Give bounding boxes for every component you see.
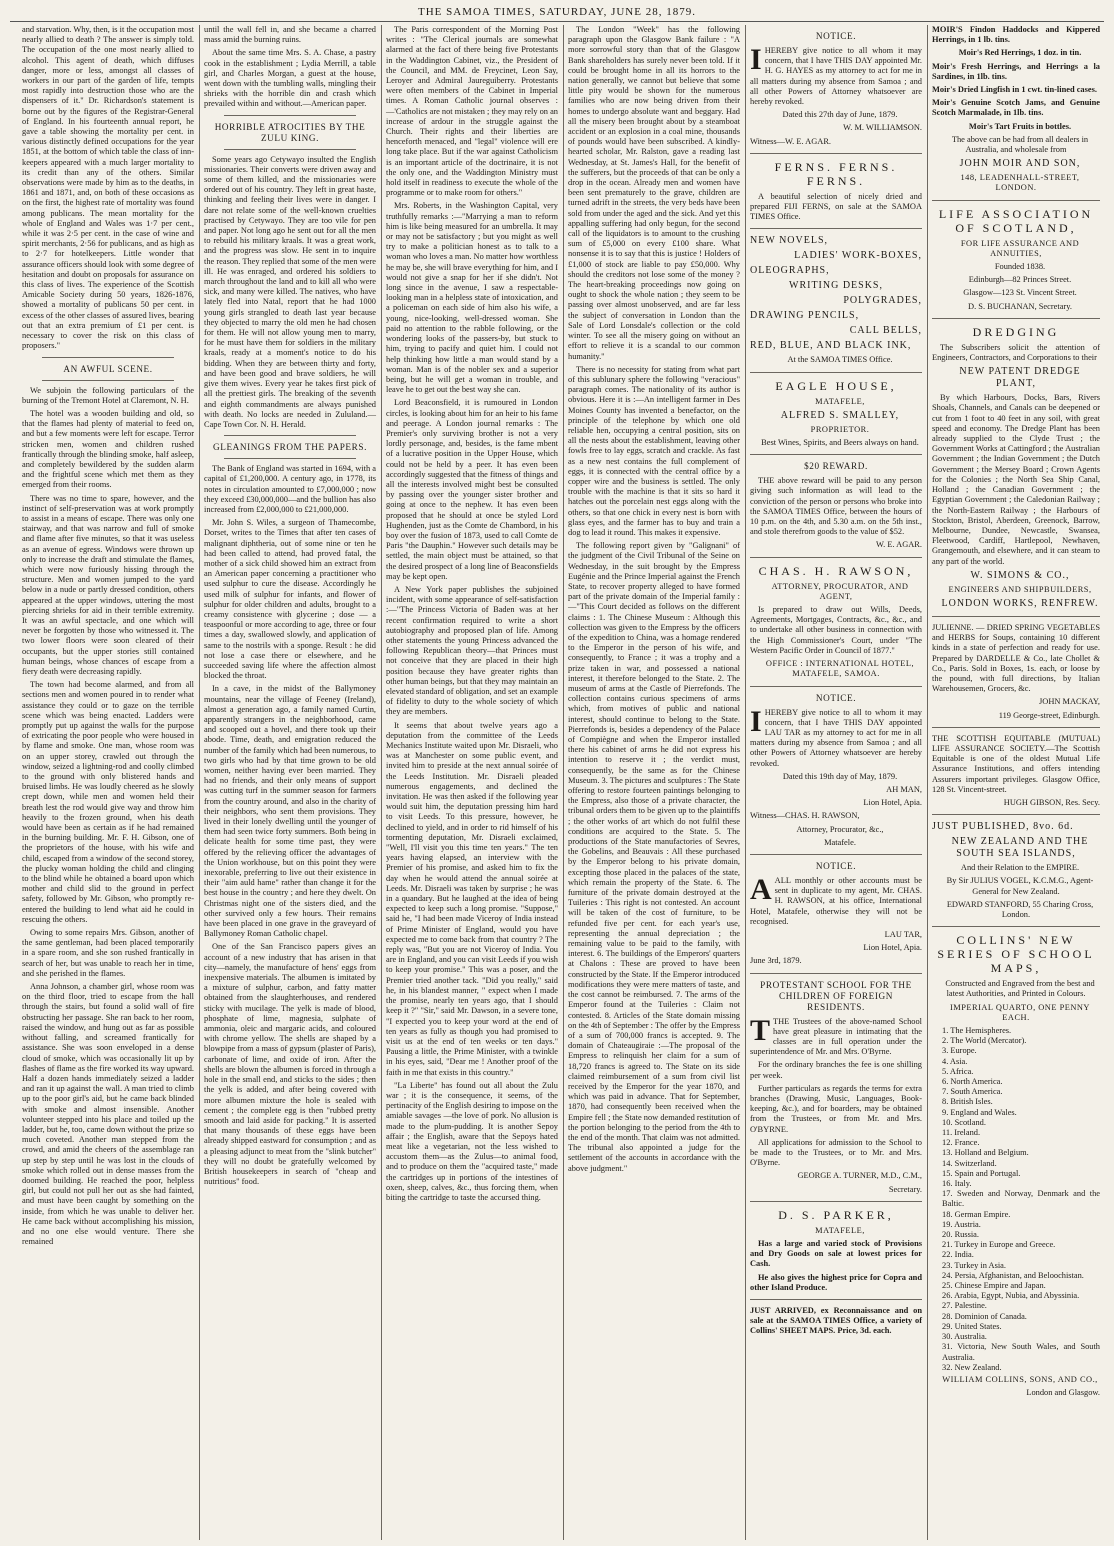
- column-rule: [927, 25, 928, 1540]
- article-paragraph: The town had become alarmed, and from all sections men and women poured in to render what assistance they could or to gaze on the terrible scene which was being enacted. Ladders were promptly put up against the walls for the purpose of extricating the poor people who were housed in by flame and smoke. One man, whose room was on an upper storey, crawled out through the window, seized a lightning-rod and coolly climbed to the ground with only blistered hands and bruised limbs. He was loudly cheered as he slowly crept down, while men and women held their breath lest the rod would give way and throw him heavily to the frozen ground, when his death would have been as certain as if he had remained in the burning building. Mr. F. H. Gibson, one of the proprietors of the house, with his wife and child, escaped from a window of the second storey, the plucky woman holding the child and clinging to the blind while he obtained a board upon which mother and child slid to the ground in perfect safety, followed by Mr. Gibson, who promptly re-entered the building to lend what aid he could in rescuing the others.: [22, 680, 194, 924]
- moir-footer: JOHN MOIR AND SON,: [959, 158, 1081, 170]
- separator: [750, 854, 922, 855]
- list-item: 25. Chinese Empire and Japan.: [942, 1281, 1046, 1291]
- separator: [42, 380, 174, 381]
- list-item: 24. Persia, Afghanistan, and Beloochistan.: [942, 1270, 1084, 1280]
- school-signature: Secretary.: [888, 1184, 922, 1194]
- dredge-plant: NEW PATENT DREDGE PLANT,: [959, 366, 1081, 390]
- article-paragraph: We subjoin the following particulars of the burning of the Tremont Hotel at Claremont, N. H.: [22, 385, 194, 405]
- separator: [224, 149, 356, 150]
- article-paragraph: until the wall fell in, and she became a charred mass amid the burning ruins.: [204, 25, 376, 45]
- drop-cap: T: [750, 1013, 771, 1047]
- moir-item: Moir's Tart Fruits in bottles.: [968, 121, 1072, 131]
- list-item: 29. United States.: [942, 1321, 1002, 1331]
- school-heading: PROTESTANT SCHOOL FOR THE CHILDREN OF FOREIGN RESIDENTS.: [760, 979, 912, 1012]
- notice-signature: AH MAN,: [886, 784, 922, 794]
- article-paragraph: "La Liberte" has found out all about the Zulu war ; it is the consequence, it seems, of the pertinacity of the English desiring to impose on the amiable savages —the love of pork. No allusion is made to the plum-pudding. It is another Sepoy affair ; the English, aware that the Sepoys hated meat like a vegetarian, not the less wished to accustom them—as the Zulus—to animal food, and to produce on them the "acquired taste," made the cartridges up in portions of the intestines of oxen, sheep, calves, &c., thus forcing them, when biting the cartridge to taste the accursed thing.: [386, 1080, 558, 1202]
- notice-date: Dated this 27th day of June, 1879.: [782, 110, 898, 120]
- list-item: 31. Victoria, New South Wales, and South Australia.: [942, 1342, 1100, 1362]
- moir-item: Moir's Fresh Herrings, and Herrings a la Sardines, in 1lb. tins.: [932, 61, 1100, 81]
- separator: [750, 1201, 922, 1202]
- drop-cap: A: [750, 872, 772, 906]
- rawson-body: Is prepared to draw out Wills, Deeds, Agreements, Mortgages, Contracts, &c., &c., and to undertake all other business in connection with the High Commissioner's Court, under "The Western Pacific Order in Council of 1877.": [750, 605, 922, 655]
- parker-body: He also gives the highest price for Copra and other Island Produce.: [750, 1272, 922, 1292]
- masthead: THE SAMOA TIMES, SATURDAY, JUNE 28, 1879.: [418, 6, 696, 18]
- life-sub: FOR LIFE ASSURANCE AND ANNUITIES,: [960, 238, 1080, 258]
- moir-item: Moir's Dried Lingfish in 1 cwt. tin-lined cases.: [932, 85, 1097, 95]
- collins-price: IMPERIAL QUARTO, ONE PENNY EACH.: [950, 1002, 1090, 1022]
- column-rule: [745, 25, 746, 1540]
- separator: [750, 686, 922, 687]
- notice-date: June 3rd, 1879.: [750, 956, 802, 966]
- reward-body: THE above reward will be paid to any person giving such information as will lead to the conviction of the person or persons who broke into the SAMOA TIMES Office, between the hours of 10 p.m. on the 4th, and 5.30 a.m. on the 5th inst., and stole therefrom goods to the value of $52.: [750, 476, 922, 537]
- reward-signature: W. E. AGAR.: [876, 540, 922, 550]
- life-heading: LIFE ASSOCIATION OF SCOTLAND,: [938, 206, 1094, 235]
- stationery-item: CALL BELLS,: [849, 325, 922, 337]
- column-rule: [381, 25, 382, 1540]
- stationery-item: NEW NOVELS,: [750, 235, 829, 247]
- school-body: TTHE Trustees of the above-named School have great pleasure in intimating that the classes are in full operation under the superintendence of Mr. and Mrs. O'Byrne.: [750, 1013, 922, 1057]
- dredge-body: By which Harbours, Docks, Bars, Rivers Shoals, Channels, and Canals can be deepened or cut from 1 foot to 40 feet in any soil, with great speed and economy. The Dredge Plant has been already supplied to the Clyde Trust ; the Government Works at Cattingford ; the Australian Government ; the Indian Government ; the Dutch Government ; the Mersey Board ; Crown Agents for the Colonies ; the North Sea Ship Canal, Holland ; the Canadian Government ; the Egyptian Government ; the Caledonian Railway ; the North-Eastern Railway ; the Harbours of Stockton, Bristol, Aberdeen, Greenock, Barrow, Melbourne, Dundee, Newcastle, Swansea, Fleetwood, Cardiff, Hartlepool, Newhaven, Grangemouth, and elsewhere, and it can steam to any part of the world.: [932, 393, 1100, 566]
- separator: [750, 557, 922, 558]
- just-published-line: By Sir JULIUS VOGEL, K.C.M.G., Agent-General for New Zealand.: [946, 876, 1094, 896]
- separator: [932, 616, 1100, 617]
- stationery-item: POLYGRADES,: [843, 295, 922, 307]
- list-item: 8. British Isles.: [942, 1097, 993, 1107]
- moir-footer: 148, LEADENHALL-STREET, LONDON.: [960, 173, 1080, 193]
- article-headline: AN AWFUL SCENE.: [63, 363, 153, 374]
- collins-sub: Constructed and Engraved from the best and latest Authorities, and Printed in Colours.: [945, 979, 1095, 999]
- column-4: [566, 25, 742, 1540]
- article-paragraph: About the same time Mrs. S. A. Chase, a pastry cook in the establishment ; Lydia Merrill, a table girl, and Charles Morgan, a guest at the house, went down with the tumbling walls, mingling their shrieks with the horrible din and crash which prevailed within and without.—American paper.: [204, 48, 376, 109]
- eagle-body: Best Wines, Spirits, and Beers always on hand.: [761, 438, 919, 448]
- list-item: 27. Palestine.: [942, 1301, 987, 1311]
- simons-place: LONDON WORKS, RENFREW.: [941, 597, 1099, 609]
- school-body: All applications for admission to the School to be made to the Trustees, or to Mr. and Mrs. O'Byrne.: [750, 1137, 922, 1168]
- notice-date: Dated this 19th day of May, 1879.: [782, 771, 898, 781]
- list-item: 16. Italy.: [942, 1179, 972, 1189]
- list-item: 20. Russia.: [942, 1230, 979, 1240]
- list-item: 4. Asia.: [942, 1056, 968, 1066]
- life-address: Edinburgh—82 Princes Street.: [968, 275, 1072, 285]
- list-item: 18. German Empire.: [942, 1209, 1011, 1219]
- separator: [932, 200, 1100, 201]
- notice-witness: Matafele.: [824, 837, 856, 847]
- eagle-place: MATAFELE,: [815, 396, 865, 406]
- separator: [750, 1299, 922, 1300]
- stationery-footer: At the SAMOA TIMES Office.: [787, 355, 893, 365]
- top-rule: [10, 21, 1104, 22]
- reward-heading: $20 REWARD.: [804, 461, 868, 472]
- ferns-heading: FERNS. FERNS. FERNS.: [774, 159, 898, 188]
- list-item: 3. Europe.: [942, 1046, 977, 1056]
- article-paragraph: Lord Beaconsfield, it is rumoured in London circles, is looking about him for an heir to his fame and peerage. A London journal remarks : The Premier's only surviving brother is not a very lordly personage, and, besides, is the fame mbent of a lucrative position in the Upper House, which could not be held by a peer. It has even been accordingly suggested that the fitness of things and all the interests involved might best be consulted by passing over the younger sister brother and going at once to the nephew. It has even been proposed that he should at once be styled Lord Hughenden, just as the Comte de Chambord, in his boy over the fusion of 1873, used to call Comte de Paris "the Dauphin." However such details may be settled, the main object must be attained, so that the desired prospect of a long line of Beaconsfields may be kept open.: [386, 398, 558, 581]
- just-published-heading: JUST PUBLISHED, 8vo. 6d.: [932, 821, 1074, 833]
- separator: [750, 454, 922, 455]
- julienne-signature: JOHN MACKAY,: [1039, 697, 1100, 707]
- stationery-item: WRITING DESKS,: [789, 280, 883, 292]
- stationery-item: OLEOGRAPHS,: [750, 265, 830, 277]
- stationery-list: [750, 235, 922, 365]
- separator: [932, 926, 1100, 927]
- list-item: 17. Sweden and Norway, Denmark and the Baltic.: [942, 1189, 1100, 1209]
- notice-heading: NOTICE.: [815, 31, 857, 41]
- life-signature: D. S. BUCHANAN, Secretary.: [968, 301, 1072, 311]
- moir-item: Moir's Red Herrings, 1 doz. in tin.: [958, 48, 1082, 58]
- notice-signature: LAU TAR,: [884, 929, 922, 939]
- separator: [932, 814, 1100, 815]
- article-paragraph: and starvation. Why, then, is it the occupation most nearly allied to death ? The answer is simply told. The occupation of the one most nearly allied to alcohol. This agent of death, which diffuses danger, more or less, amongst all classes of workers in our part of the garden of life, tempts most rapidly into destruction those who are the dispensers of it." Dr. Richardson's statement is borne out by the figures of the Registrar-General of England. In his fourteenth annual report, he gave a table showing the mortality per cent. in various distinctly defined occupations for the year 1851, at the bottom of which table the class of inn-keepers appeared with a much larger mortality to its credit than any of the others. Similar observations were made by him as to the deaths, in 1861 and 1871, and, on both of these occasions as on the first, the highest rate of mortality was found among publicans. The mean mortality for the whole of England and Wales was 1·7 per cent., while it was 2·5 per cent. in the case of wine and spirit merchants, 2·56 for publicans, and as high as to 2·7 for hotelkeepers. Little wonder that assurance officers should look with some degree of hesitation and doubt on proposals for assurance on this class of lives. The experience of the Scottish Amicable Society during 50 years, 1826-1876, showed a mortality of publicans 50 per cent. in excess of the other classes of assured lives, bearing out that an extra premium of £1 per cent. is necessary to cover the risk on this class of proposers.": [22, 25, 194, 351]
- separator: [750, 973, 922, 974]
- rawson-role: ATTORNEY, PROCURATOR, AND AGENT,: [771, 581, 909, 601]
- school-body: For the ordinary branches the fee is one shilling per week.: [750, 1060, 922, 1080]
- eagle-name: ALFRED S. SMALLEY,: [780, 409, 900, 421]
- stationery-item: RED, BLUE, AND BLACK INK,: [750, 340, 912, 352]
- list-item: 12. France.: [942, 1138, 980, 1148]
- separator: [224, 115, 356, 116]
- drop-cap: I: [750, 704, 762, 738]
- list-item: 1. The Hemispheres.: [942, 1026, 1012, 1035]
- ferns-body: A beautiful selection of nicely dried and prepared FIJI FERNS, on sale at the SAMOA TIMES Office.: [750, 191, 922, 222]
- notice-heading: NOTICE.: [815, 692, 857, 703]
- list-item: 28. Dominion of Canada.: [942, 1311, 1027, 1321]
- life-address: Glasgow—123 St. Vincent Street.: [963, 288, 1077, 298]
- life-founded: Founded 1838.: [994, 262, 1046, 272]
- dredge-heading: DREDGING: [972, 324, 1060, 339]
- collins-footer: WILLIAM COLLINS, SONS, AND CO.,: [942, 1374, 1098, 1384]
- rawson-heading: CHAS. H. RAWSON,: [758, 563, 914, 578]
- julienne-signature: 119 George-street, Edinburgh.: [998, 710, 1100, 720]
- list-item: 22. India.: [942, 1250, 974, 1260]
- list-item: 5. Africa.: [942, 1066, 974, 1076]
- simons-role: ENGINEERS AND SHIPBUILDERS,: [948, 584, 1092, 594]
- article-paragraph: Mr. John S. Wiles, a surgeon of Thamecombe, Dorset, writes to the Times that after ten cases of malignant diphtheria, out of some nine or ten he had been called to attend, had proved fatal, the mother of a sick child showed him an extract from an American paper concerning a practitioner who used sulphur to cure the disease. Accordingly he used milk of sulphur for infants, and flower of sulphur for older children and adults, brought to a creamy consistence with glycerine ; dose — a teaspoonful or more according to age, three or four times a day, swallowed slowly, and application of same to the nostrils with a sponge. Result : he did not lose a case there or elsewhere, and he succeeded saving life where the affection almost blocked the throat.: [204, 518, 376, 681]
- eagle-role: PROPRIETOR.: [810, 424, 870, 434]
- list-item: 32. New Zealand.: [942, 1362, 1002, 1372]
- list-item: 15. Spain and Portugal.: [942, 1168, 1021, 1178]
- notice-signature: Lion Hotel, Apia.: [863, 943, 922, 953]
- column-rule: [199, 25, 200, 1540]
- article-paragraph: The Bank of England was started in 1694, with a capital of £1,200,000. A century ago, in 1778, its notes in circulation amounted to £7,000,000 ; now they exceed £30,000,000—and the bullion has also increased from £2,000,000 to £21,000,000.: [204, 464, 376, 514]
- moir-advert: [932, 25, 1100, 194]
- notice-body: IHEREBY give notice to all to whom it may concern, that I have THIS DAY appointed LAU TAR as my attorney to act for me in all matters during my absence from Samoa ; and all other Powers of Attorney whatsoever are hereby revoked.: [750, 704, 922, 768]
- separator: [224, 435, 356, 436]
- dredge-body: The Subscribers solicit the attention of Engineers, Contractors, and Corporations to their: [932, 342, 1100, 363]
- list-item: 2. The World (Mercator).: [942, 1036, 1027, 1046]
- drop-cap: I: [750, 43, 762, 76]
- notice-heading: NOTICE.: [815, 860, 857, 871]
- collins-map-list: [932, 1026, 1100, 1373]
- separator: [42, 357, 174, 358]
- school-signature: GEORGE A. TURNER, M.D., C.M.,: [797, 1171, 922, 1181]
- rawson-office: OFFICE : INTERNATIONAL HOTEL, MATAFELE, SAMOA.: [765, 659, 915, 679]
- article-paragraph: Some years ago Cetywayo insulted the English missionaries. Their converts were driven away and some of them killed, and the missionaries were ordered out of his country. They left in great haste, thinking and feeling their lives were in danger. I dare not relate some of the well-known cruelties practised by Cetywayo. They are too vile for pen and paper. Not long ago he sent out for all the men to rebuild his military kraals. It was a great work, and the progress was slow. He sent in to inquire the reason. They replied that some of the men were ill. He was enraged, and ordered his soldiers to march throughout the land and to kill all who were sick, and many were killed. The natives, who have lately fled into Natal, report that he had 1000 young girls strangled to death last year because they objected to marry the old men he had chosen for them. He will not allow young men to marry, for he must have them for soldiers in the military kraals, ready at a moment's notice to do his bidding. When they are between thirty and forty, and have been good and brave soldiers, he will give them wives. Every year he takes first pick of all the prettiest girls. The breaking of the seventh and eighth commandments are always punished with death. No locks are needed in Zululand.—Cape Town Cor. N. H. Herald.: [204, 154, 376, 429]
- notice-witness: Witness—CHAS. H. RAWSON,: [750, 811, 860, 821]
- article-paragraph: There is no necessity for stating from what part of this sublunary sphere the following "veracious" paragraph comes. The nationality of its author is obvious. Here it is :—An intelligent farmer in Des Moines County has invented a benefactor, on the principle of the telephone by which one old reliable hen, occupying a central position, sits on all the nests about the establishment, leaving other fowls free to lay eggs, scratch and crackle. As fast as a new nest contains the full complement of eggs, it is connected with the central office by a copper wire and the business is settled. The only trouble with the machine is that it sits so hard it hatches out the porcelain nest eggs along with the others, so that one chick in every nest is born with glass eyes, and the farmer has to buy and train a dog to lead it round. This makes it expensive.: [568, 364, 740, 537]
- notice-witness: Witness—W. E. AGAR.: [750, 136, 832, 146]
- article-headline: HORRIBLE ATROCITIES BY THE ZULU KING.: [214, 121, 366, 143]
- moir-footer: The above can be had from all dealers in Australia, and wholesale from: [951, 134, 1089, 155]
- list-item: 23. Turkey in Asia.: [942, 1260, 1006, 1270]
- column-2: [202, 25, 378, 1540]
- column-1: [20, 25, 196, 1540]
- notice-body: AALL monthly or other accounts must be sent in duplicate to my agent, Mr. CHAS. H. RAWSON, at his office, International Hotel, Matafele, otherwise they will not be recognised.: [750, 872, 922, 926]
- article-paragraph: The London "Week" has the following paragraph upon the Glasgow Bank failure : "A more sorrowful story than that of the Glasgow Bank shareholders has surely never been told. If it could be brought home in all its horrors to the nation generally, we cannot but believe that some little pity would be shown for the numerous families who are now being driven from their homes to undergo absolute want and beggary. Had all the misery been brought about by a steamboat accident or an explosion in a coal mine, thousands of pounds would have been subscribed. A kindly-hearted scholar, Mr. Ralston, gave a reading last Wednesday, at St. James's Hall, for the benefit of the sufferers, but the proceeds of that can be only a drop in the ocean. Already men and women have been sent prematurely to the grave, children are turned adrift in the streets, the very beds have been sold from under the aged and the sick. And yet this appalling suffering had only begun, for the second call of the liquidators is to amount to the crushing sum of £5,000 on every £100 share. What nonsense it is to say that this is justice ! Holders of £1,000 of stock are liable to pay £50,000. Why should the creditors not lose some of the money ? The heart-breaking proceedings now going on ought to shock the whole nation ; they seem to be passing over almost unobserved, and are far less the subject of conversation in London than the Sale of Lord Lonsdale's collection or the cold winter. To see all the misery going on without an effort to relieve it is a scandal to our common humanity.": [568, 25, 740, 361]
- article-paragraph: Anna Johnson, a chamber girl, whose room was on the third floor, tried to escape from the hall through the stairs, but found a solid wall of fire obstructing her passage. She ran back to her room, raised the window, and hung out as far as possible without falling, and screamed frantically for assistance. She was soon enveloped in a dense cloud of smoke, which was occasionally lit up by flashes of flame as the fire worked its way upward. Half a dozen hands immediately seized a ladder and ran it up against the wall. A man tried to climb up to the poor girl's aid, but he came back blinded with smoke and almost insensible. Another volunteer stepped into his place and toiled up the ladder, but he, too, came down without the prize so much coveted. Another man stepped from the crowd, and amid the cheers of the assemblage ran up step by step until he was lost in the clouds of smoke which rolled out in dense masses from the doomed building. He reached the poor, helpless girl, but could not pull her out as she had fainted, and must have been caught by something on the inside, from which he was unable to deliver her. He came back without accomplishing his mission, and no one else would venture. There she remained: [22, 982, 194, 1247]
- collins-heading: COLLINS' NEW SERIES OF SCHOOL MAPS,: [937, 933, 1095, 976]
- school-body: Further particulars as regards the terms for extra branches (Drawing, Music, Languages, Book-keeping, &c.), and for boarders, may be obtained from the Trustees, or from Mr. and Mrs. O'BYRNE.: [750, 1083, 922, 1134]
- parker-body: Has a large and varied stock of Provisions and Dry Goods on sale at lowest prices for Cash.: [750, 1239, 922, 1269]
- notice-signature: Lion Hotel, Apia.: [863, 798, 922, 808]
- moir-item: MOIR'S Findon Haddocks and Kippered Herrings, in 1 lb. tins.: [932, 25, 1100, 45]
- article-paragraph: A New York paper publishes the subjoined incident, with some appearance of self-satisfaction :—"The Princess Victoria of Baden was at her recent confirmation required to write a short autobiography and proposed plan of life. Among other statements the young Princess advanced the following Republican theory—that Princes must not conceive that they are placed in their high position because they have greater rights than other human beings, but that they may maintain an elevated standard of obligation, and set an example of fidelity to duty to the whole society of which they are members.: [386, 584, 558, 717]
- collins-footer: London and Glasgow.: [1026, 1388, 1100, 1398]
- stationery-item: LADIES' WORK-BOXES,: [794, 250, 922, 262]
- scottish-equitable-signature: HUGH GIBSON, Res. Secy.: [1003, 797, 1100, 807]
- list-item: 13. Holland and Belgium.: [942, 1148, 1029, 1158]
- just-published-line: And their Relation to the EMPIRE.: [960, 863, 1080, 873]
- separator: [932, 727, 1100, 728]
- separator: [750, 372, 922, 373]
- parker-heading: D. S. PARKER,: [778, 1207, 894, 1222]
- list-item: 19. Austria.: [942, 1219, 981, 1229]
- parker-place: MATAFELE,: [815, 1225, 865, 1235]
- column-3: [384, 25, 560, 1540]
- stationery-item: DRAWING PENCILS,: [750, 310, 860, 322]
- list-item: 14. Switzerland.: [942, 1158, 997, 1168]
- list-item: 7. South America.: [942, 1087, 1003, 1097]
- julienne-body: JULIENNE. — DRIED SPRING VEGETABLES and HERBS for Soups, containing 10 different kinds in a state of perfection and ready for use. Prepared by DARDELLE & Co., late Chollet & Co., Paris. Sold in Boxes, 1s. each, or loose by the pound, with full directions, by Italian Warehousemen, Grocers, &c.: [932, 622, 1100, 694]
- separator: [750, 228, 922, 229]
- list-item: 26. Arabia, Egypt, Nubia, and Abyssinia.: [942, 1291, 1080, 1301]
- separator: [932, 318, 1100, 319]
- column-6: [930, 25, 1102, 1540]
- list-item: 21. Turkey in Europe and Greece.: [942, 1240, 1056, 1250]
- article-paragraph: The following report given by "Galignani" of the judgment of the Civil Tribunal of the Seine on Wednesday, in the suit brought by the Empress Eugénie and the Prince Imperial against the French State, to recover property alleged to have formed part of the private domain of the Imperial family :—"This Court decided as follows on the different claims : 1. The Chinese Museum : Although this collection was given to the Empress by the officers of the expedition to China, was a homage rendered to the Emperor in the person of his wife, and consequently, to France ; it was a trophy and a prize taken in war, and possessed a national interest, it therefore belonged to the State. 2. The museum of arms at the Castle of Pierrefonds. The collection contains curious specimens of arms which, from motives of public and national interest, should continue to belong to the State. Pierrefonds is, besides a dependency of the Palace of Compiègne and when the Emperor installed there his cabinet of arms he did not express his intention to reserve it ; the verdict must, consequently, be the same as for the Chinese Museum. 3. The pictures and sculptures : The State offering to restore fourteen paintings belonging to the Empress, also those of a private character, the tribunal orders them to be given up to the plaintiffs ; the other works of art which do not fulfil these conditions are acquired to the State. 5. The productions of the State manufactories of Sevres, the Gobelins, and Beauvais : All these purchased by the Emperor belong to his private domain, excepting those placed in the palaces of the state, which remain the property of the State. 6. The furniture of the private domain destroyed at the Tuileries : This right is not contested. An account will be taken of the cost of furniture, to be refunded five per cent. for each year's use, representing the annual depreciation ; the remaining value to be paid to the family, with interest. 6. The buildings of the Emperors' quarters at Chalons : These are proved to have been constructed by the State. If the Emperor introduced modifications they were mere matters of taste, and the cost cannot be reimbursed. 7. The arms of the Emperor found at the Tuileries : Claim not contested. 8. Articles of the State domain missing on the 4th of September : The offer by the Empress of a sum of 700,000 francs is accepted. 9. The domain of Chateaugiraie :—The proposal of the Empress to relinquish her claim for a sum of 18,720 francs is agreed to. The State on its side claimed reimbursement of a sum from civil list received by the Emperor for the year 1870, and which was paid in advance. That for September, 1870, had consequently been received when the Empire fell ; the State now demanded restitution of the portion belonging to the period from the 4th to the end of the month. That claim was not admitted. The tribunal also appointed a judge for the settlement of the accounts in accordance with the above judgment.": [568, 541, 740, 1173]
- article-paragraph: In a cave, in the midst of the Ballymoney mountains, near the village of Feeney (Ireland), almost a generation ago, a family named Curtin, apparently strangers in the neighborhood, came and scooped out a hovel, and there took up their abode. Time, death, and emigration reduced the number of the family which had been numerous, to two girls who had by that time grown to be old women, neither having ever been married. They had no friends, and their only means of support was cutting turf in the summer season for farmers from the country around, and also in the charity of their neighbors, who sent them provisions. They lived in their lonely dwelling until the younger of them had seen twice forty summers. Both being in delicate health for some time past, they were offered by the relieving officer the advantages of the Union workhouse, but on this point they were inexorable, preferring to live out their existence in their "aim auld hame" rather than change it for the best house in the country ; and here they dwelt. On Christmas night one of the sisters died, and the other survived only a few hours. Their remains have been placed in one grave in the graveyard of Ballymoney Roman Catholic chapel.: [204, 684, 376, 939]
- separator: [750, 153, 922, 154]
- list-item: 30. Australia.: [942, 1332, 987, 1342]
- separator: [224, 458, 356, 459]
- list-item: 6. North America.: [942, 1077, 1003, 1087]
- article-headline: GLEANINGS FROM THE PAPERS.: [213, 442, 367, 453]
- list-item: 10. Scotland.: [942, 1117, 986, 1127]
- eagle-heading: EAGLE HOUSE,: [775, 378, 897, 393]
- simons-name: W. SIMONS & CO.,: [970, 569, 1070, 581]
- scottish-equitable-body: THE SCOTTISH EQUITABLE (MUTUAL) LIFE ASSURANCE SOCIETY.—The Scottish Equitable is one of the oldest Mutual Life Assurance Institutions, and offers intending Assurers important privileges. Glasgow Office, 128 St. Vincent-street.: [932, 733, 1100, 794]
- list-item: 9. England and Wales.: [942, 1107, 1017, 1117]
- arrived-body: JUST ARRIVED, ex Reconnaissance and on sale at the SAMOA TIMES Office, a variety of Collins' SHEET MAPS. Price, 3d. each.: [750, 1306, 922, 1336]
- notice-witness: Attorney, Procurator, &c.,: [796, 824, 884, 834]
- article-paragraph: Owing to some repairs Mrs. Gibson, another of the same gentleman, had been placed temporarily in a spare room, and she son rushed frantically in search of her, but was unable to reach her in time, and she perished in the flames.: [22, 928, 194, 978]
- just-published-title: NEW ZEALAND AND THE SOUTH SEA ISLANDS,: [951, 836, 1089, 860]
- article-paragraph: Mrs. Roberts, in the Washington Capital, very truthfully remarks :—"Marrying a man to reform him is like being measured for an umbrella. It may or may not be satisfactory ; but you might as well try to make a politician honest as to talk to a woman who loves a man. No matter how worthless he may be, she will brave everything for him, and I would not give a snap for her if she didn't. Not long since in the avenue, I saw a respectable-looking man in a helpless state of intoxication, and a policeman on each side of him also his wife, a young, nice-looking, well-dressed woman. She paid no attention to the rabble following, or the wondering looks of the passers-by, but stuck to him, trying to pacify and quiet him. I could not help thinking how little a man would stand by a woman. Man is of the nobler sex and a superior being, but he will get a woman in trouble, and leave he to get out the best way she can.: [386, 201, 558, 395]
- column-rule: [563, 25, 564, 1540]
- article-paragraph: The Paris correspondent of the Morning Post writes : "The Clerical journals are somewhat alarmed at the fact of there being five Protestants in the Waddington Cabinet, viz., the President of the Council, and MM. de Freycinet, Leon Say, Leroyer and Admiral Jaureguiberry. Protestants were often members of the Cabinet in Imperial times. A Roman Catholic journal observes :—'Catholics are not mistaken ; they may rely on an increase of ardour in the struggle against the Church. Their rights and their liberties are henceforth menaced, and "legal" violence will ere long take place. But if the war against Catholicism is an important article of the doctrinaire, it is not the only one, and the Waddington Ministry must hold itself in readiness to execute the whole of the programme or to make room for others.": [386, 25, 558, 198]
- notice-body: IHEREBY give notice to all whom it may concern, that I have THIS DAY appointed Mr. H. G. HAYES as my attorney to act for me in all matters during my absence from Samoa ; and all other Powers of Attorney whatsoever are hereby revoked.: [750, 43, 922, 107]
- article-paragraph: The hotel was a wooden building and old, so that the flames had plenty of material to feed on, and but a few moments were left for escape. Terror stricken men, women and children rushed frantically through the blinding smoke, half asleep, and completely bewildered by the sudden alarm and the frightful scene which met them as they emerged from their rooms.: [22, 408, 194, 490]
- article-paragraph: One of the San Francisco papers gives an account of a new industry that has arisen in that city—namely, the manufacture of hens' eggs from inexpensive materials. The albumen is imitated by a mixture of sulphur, carbon, and fatty matter obtained from the slaughterhouses, and rendered sticky with mucilage. The yelk is made of blood, phosphate of lime, magnesia, sulphate of ammonia, oleic and margaric acids, and coloured with chrome yellow. The shells are shaped by a blowpipe from a mass of gypsum (plaster of Paris), carbonate of lime, and oxide of iron. After the shells are blown the albumen is forced in through a hole in the small end, and sticks to the sides ; then the yelk is added, and after being covered with more albumen mixture the hole is sealed with cement ; the complete egg is then "rubbed pretty smooth and laid aside for packing." It is asserted that many thousands of these eggs have been already shipped eastward for consumption ; and as a pleasing adjunct to meat from the "slink butcher" they will no doubt be gratefully welcomed by British housekeepers in search of "cheap and nutritious" food.: [204, 942, 376, 1187]
- notice-signature: W. M. WILLIAMSON.: [843, 123, 922, 133]
- article-paragraph: There was no time to spare, however, and the instinct of self-preservation was at work promptly to assist in a means of escape. There was only one stairway, and that was narrow and full of smoke and flame after five minutes, so that it was useless as an avenue of egress. Windows were thrown up only to increase the draft and stimulate the flames, which were now furiously hissing through the structure. Men and women jumped to the yard below in a nude or partly dressed condition, others appeared at the upper windows, uttering the most piercing shrieks for aid in their terrible extremity. It was an awful spectacle, and one which will never be forgotten by those who witnessed it. The two lower floors were soon cleared of their occupants, but the upper stories still contained human beings, whose chances of escape from a fiery death were decreasing rapidly.: [22, 493, 194, 676]
- just-published-line: EDWARD STANFORD, 55 Charing Cross, London.: [946, 899, 1094, 919]
- article-paragraph: It seems that about twelve years ago a deputation from the committee of the Leeds Mechanics Institute waited upon Mr. Disraeli, who was at Manchester on some public event, and invited him to preside at the next annual soirée of the Leeds Institution. Mr. Disraeli pleaded numerous engagements, and declined the invitation. He was then asked if the following year would suit him, the deputation pressing him hard to visit Leeds. To this pressure, however, he declined to yield, and in order to rid himself of his tormenting deputation, Mr. Disraeli exclaimed, "Well, I'll visit you this time ten years." The ten years having elapsed, an interview with the Premier of his promise, and asked him to fix the day when he would attend the annual soirée at Leeds. Mr. Disraeli was taken by surprise ; he was in a quandary. But he laughed at the idea of being expected to keep such a long promise. "Suppose," said he, "I had been made Viceroy of India instead of Prime Minister of England, would you have expected me to come back from that country ? The reply was, "But you are not Viceroy of India. You are in England, and you can visit Leeds if you wish to keep your promise." This was a poser, and the Premier tried another tack. "Did you really," said he, in his blandest manner, " expect when I made the promise, nearly ten years ago, that I should keep it ?" "Sir," said Mr. Dawson, in a severe tone, "I expected you to keep your word at the end of ten years as fully as though you had promised to visit us at the end of ten weeks or ten days." Pausing a little, the Prime Minister, with a twinkle in his eyes, said, "Dear me ! Another proof of the faith in me that exists in this country.": [386, 720, 558, 1077]
- column-5: [748, 25, 924, 1540]
- moir-item: Moir's Genuine Scotch Jams, and Genuine Scotch Marmalade, in 1lb. tins.: [932, 98, 1100, 118]
- list-item: 11. Ireland.: [942, 1128, 981, 1138]
